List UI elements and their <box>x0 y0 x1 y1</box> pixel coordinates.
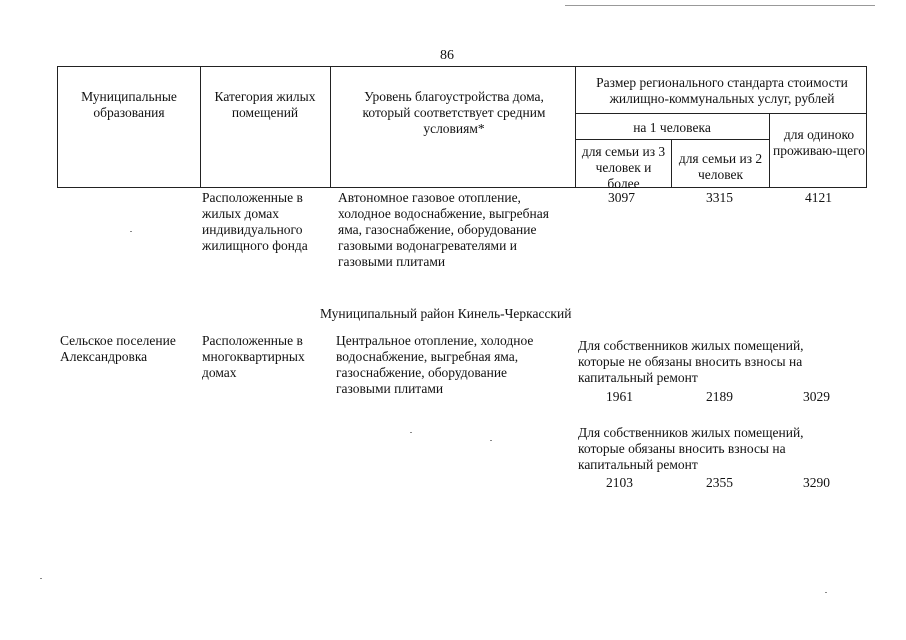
scan-speck <box>825 592 827 593</box>
row2-note-obligation: Для собственников жилых помещений, которые обязаны вносить взносы на капитальный ремонт <box>578 425 804 472</box>
divider <box>671 139 672 187</box>
district-title: Муниципальный район Кинель-Черкасский <box>320 306 572 321</box>
divider <box>575 139 769 140</box>
row1-value-family3: 3097 <box>608 190 635 205</box>
top-rule <box>565 5 875 6</box>
table-header <box>57 66 867 191</box>
row2-note2-value-family2: 2355 <box>706 475 733 490</box>
row2-municipality: Сельское поселение Александровка <box>60 333 176 364</box>
row1-category: Расположенные в жилых домах индивидуального жилищного фонда <box>202 190 308 253</box>
row2-level: Центральное отопление, холодное водоснабжение, выгребная яма, газоснабжение, оборудование газовыми плитами <box>336 333 534 396</box>
divider <box>330 67 331 187</box>
row2-note1-value-family2: 2189 <box>706 389 733 404</box>
row2-category: Расположенные в многоквартирных домах <box>202 333 305 380</box>
scan-speck <box>410 432 412 433</box>
divider <box>575 67 576 187</box>
row1-level: Автономное газовое отопление, холодное водоснабжение, выгребная яма, газоснабжение, оборудование газовыми водонагревателями и газовыми плитами <box>338 190 549 269</box>
row2-note1-value-single: 3029 <box>803 389 830 404</box>
header-family3: для семьи из 3 человек и более <box>581 144 666 191</box>
header-category: Категория жилых помещений <box>214 89 316 120</box>
row2-note-no-obligation: Для собственников жилых помещений, которые не обязаны вносить взносы на капитальный ремонт <box>578 338 804 385</box>
row2-note2-value-single: 3290 <box>803 475 830 490</box>
scan-speck <box>130 231 132 232</box>
row2-note1-value-family3: 1961 <box>606 389 633 404</box>
row1-value-single: 4121 <box>805 190 832 205</box>
header-standard: Размер регионального стандарта стоимости жилищно-коммунальных услуг, рублей <box>596 75 848 106</box>
header-level: Уровень благоустройства дома, который соответствует средним условиям* <box>362 89 546 136</box>
divider <box>769 113 770 187</box>
row1-value-family2: 3315 <box>706 190 733 205</box>
header-family2: для семьи из 2 человек <box>678 151 763 182</box>
scan-speck <box>40 578 42 579</box>
scan-speck <box>490 440 492 441</box>
divider <box>200 67 201 187</box>
page-number: 86 <box>440 48 454 63</box>
header-municipal: Муниципальные образования <box>81 89 177 120</box>
divider <box>575 113 867 114</box>
header-per-person: на 1 человека <box>633 120 711 135</box>
row2-note2-value-family3: 2103 <box>606 475 633 490</box>
header-single: для одиноко проживаю-щего <box>772 127 866 158</box>
